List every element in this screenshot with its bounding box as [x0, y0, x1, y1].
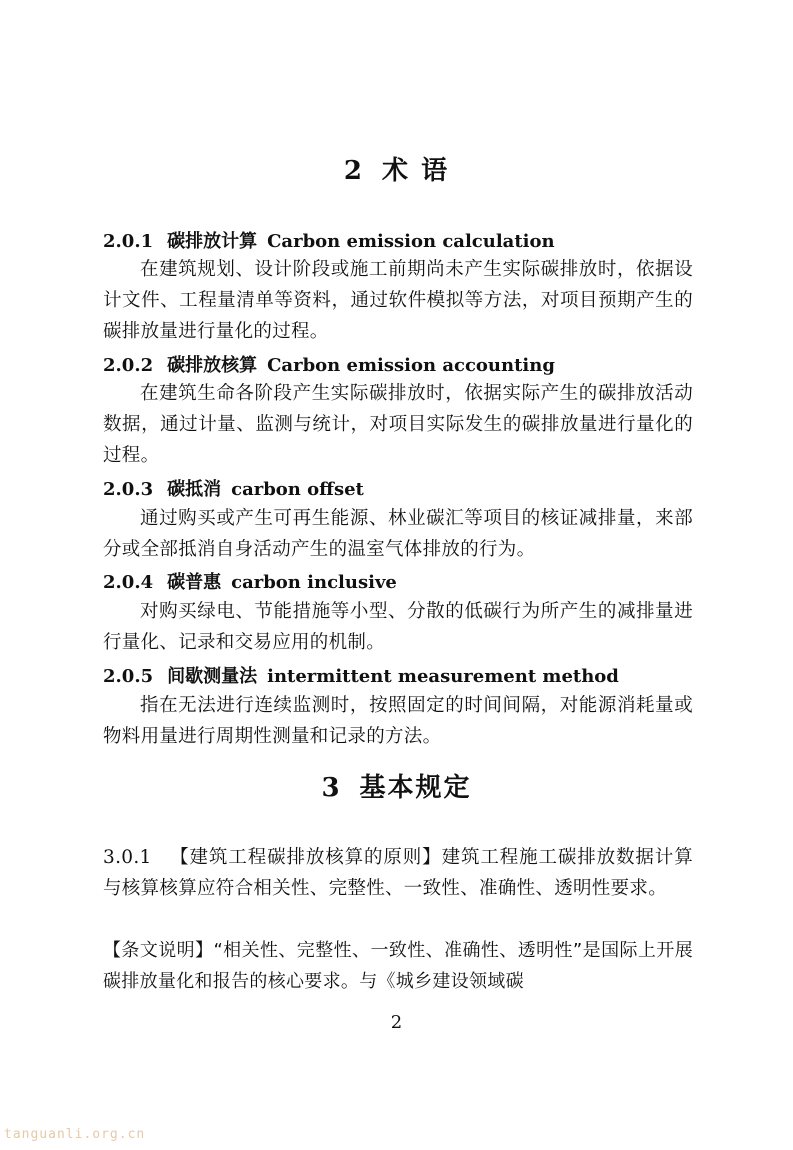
term-heading — [103, 351, 703, 377]
term-code: 2.0.3 — [103, 479, 154, 500]
term-heading — [103, 662, 703, 688]
watermark-text: tanguanli.org.cn — [4, 1127, 146, 1142]
term-code: 2.0.1 — [103, 231, 154, 252]
term-heading — [103, 475, 703, 501]
chapter-title: 基本规定 — [359, 773, 472, 803]
chapter-title: 术 语 — [382, 156, 450, 186]
clause-explanation: 【条文说明】“相关性、完整性、一致性、准确性、透明性”是国际上开展碳排放量化和报告的核心要求。与《城乡建设领域碳 — [103, 940, 693, 992]
term-heading — [103, 568, 703, 594]
chapter-2-heading — [0, 150, 793, 187]
chapter-3-heading — [0, 767, 793, 804]
clause-paragraph — [103, 842, 693, 904]
term-code: 2.0.5 — [103, 666, 154, 687]
term-code: 2.0.2 — [103, 355, 154, 376]
clause-text: 【建筑工程碳排放核算的原则】建筑工程施工碳排放数据计算与核算核算应符合相关性、完整性、一致性、准确性、透明性要求。 — [103, 847, 693, 899]
term-definition: 指在无法进行连续监测时，按照固定的时间间隔，对能源消耗量或物料用量进行周期性测量和记录的方法。 — [103, 695, 693, 747]
term-chinese: 间歇测量法 — [167, 666, 258, 687]
term-english: Carbon emission calculation — [267, 231, 555, 252]
term-english: Carbon emission accounting — [267, 355, 555, 376]
page-number: 2 — [390, 1012, 403, 1033]
chapter-number: 3 — [321, 773, 342, 803]
term-heading — [103, 227, 703, 253]
term-definition: 在建筑规划、设计阶段或施工前期尚未产生实际碳排放时，依据设计文件、工程量清单等资料，通过软件模拟等方法，对项目预期产生的碳排放量进行量化的过程。 — [103, 259, 693, 342]
term-definition: 通过购买或产生可再生能源、林业碳汇等项目的核证减排量，来部分或全部抵消自身活动产生的温室气体排放的行为。 — [103, 508, 693, 560]
term-english: carbon offset — [231, 479, 364, 500]
clause-code: 3.0.1 — [103, 847, 152, 868]
term-chinese: 碳排放计算 — [167, 231, 258, 252]
term-english: intermittent measurement method — [267, 666, 619, 687]
term-definition: 对购买绿电、节能措施等小型、分散的低碳行为所产生的减排量进行量化、记录和交易应用的机制。 — [103, 601, 693, 653]
term-chinese: 碳抵消 — [167, 479, 222, 500]
term-code: 2.0.4 — [103, 572, 154, 593]
term-chinese: 碳排放核算 — [167, 355, 258, 376]
term-definition: 在建筑生命各阶段产生实际碳排放时，依据实际产生的碳排放活动数据，通过计量、监测与统计，对项目实际发生的碳排放量进行量化的过程。 — [103, 383, 693, 466]
chapter-number: 2 — [343, 156, 365, 186]
term-chinese: 碳普惠 — [167, 572, 222, 593]
term-english: carbon inclusive — [231, 572, 397, 593]
